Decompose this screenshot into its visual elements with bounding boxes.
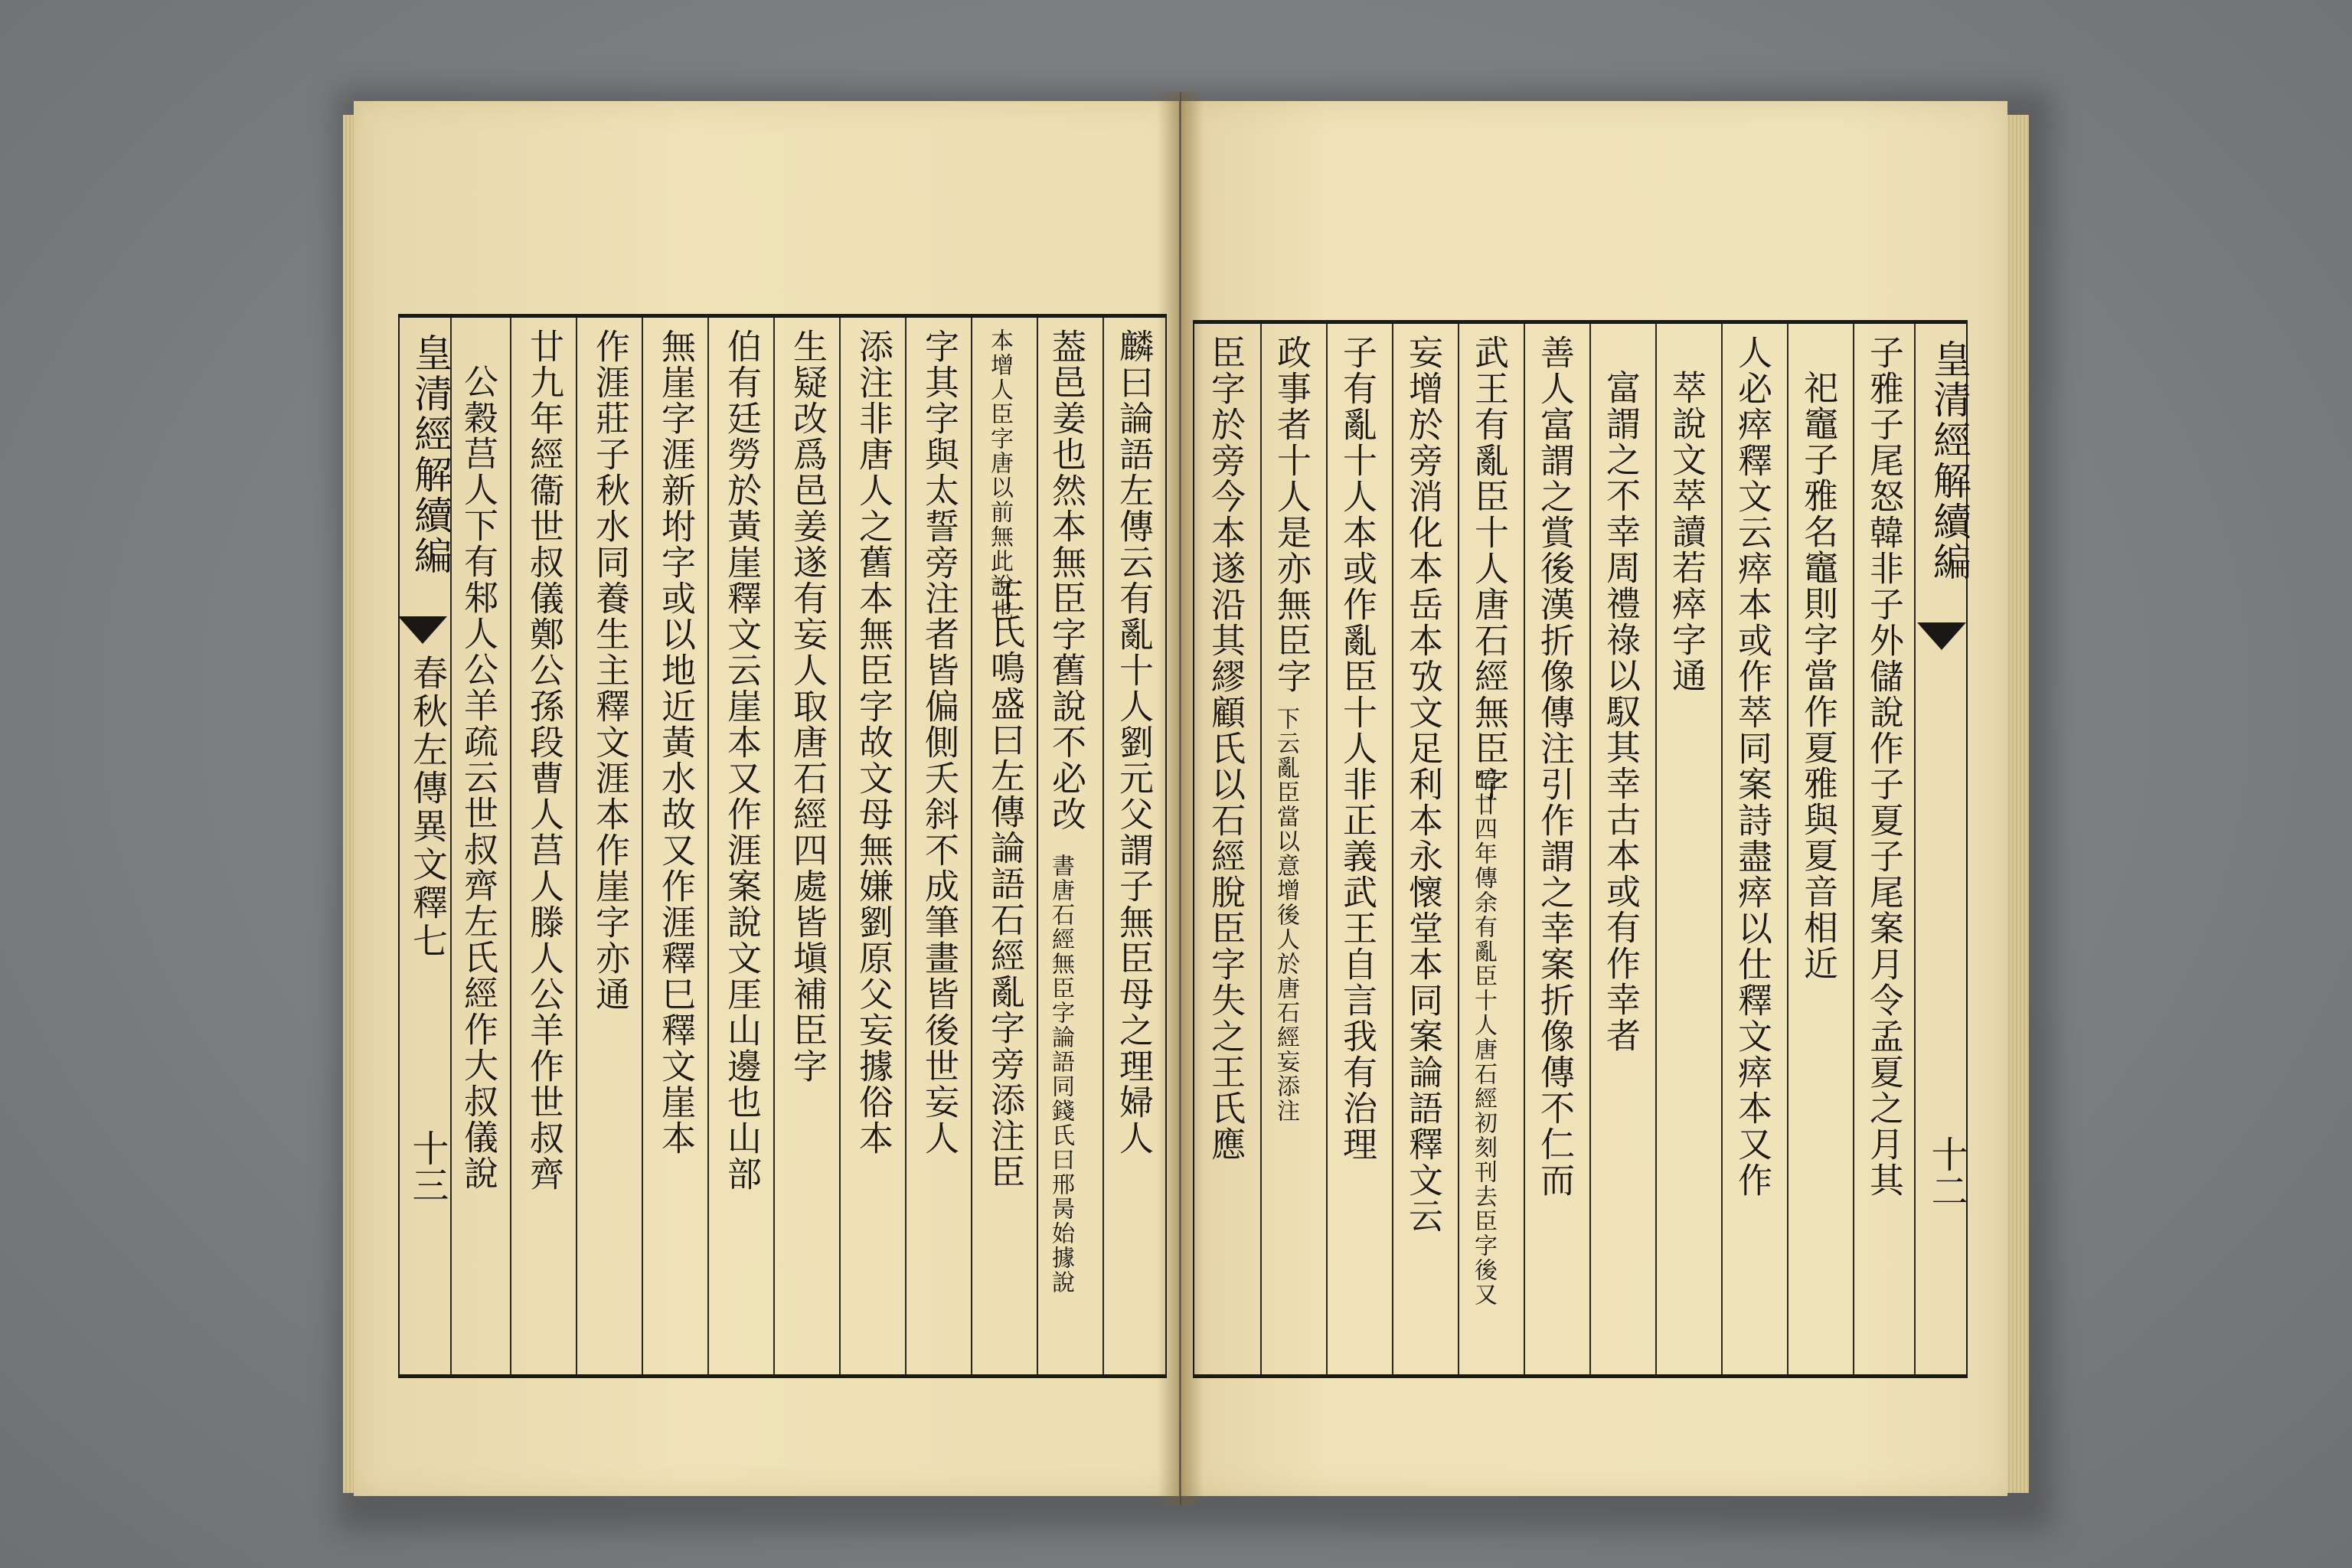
banxin-title: 皇清經解續編 (1927, 339, 1971, 583)
column-rule (773, 318, 775, 1374)
left-banxin (398, 333, 452, 1367)
text-column: 祀竈子雅名竈則字當作夏雅與夏音相近 (1798, 370, 1838, 982)
text-column: 富謂之不幸周禮祿以馭其幸古本或有作幸者 (1600, 370, 1641, 1054)
column-rule (1260, 324, 1262, 1374)
right-text-frame (1193, 320, 1971, 1378)
text-column: 萃說文萃讀若瘁字通 (1666, 370, 1707, 694)
text-column: 人必瘁釋文云瘁本或作萃同案詩盡瘁以仕釋文瘁本又作 (1732, 335, 1772, 1198)
fish-tail-mark-icon (398, 616, 447, 644)
text-column: 政事者十人是亦無臣字 (1271, 335, 1312, 694)
column-rule (1392, 324, 1393, 1374)
column-rule (510, 318, 511, 1374)
page-number: 十二 (1925, 1135, 1968, 1209)
column-rule (1787, 324, 1788, 1374)
column-rule (1326, 324, 1328, 1374)
text-column: 麟曰論語左傳云有亂十人劉元父謂子無臣母之理婦人 (1113, 328, 1154, 1156)
column-rule (707, 318, 709, 1374)
column-rule (642, 318, 643, 1374)
annotation-column: 昭廿四年傳余有亂臣十人唐石經初刻刊去臣字後又 (1470, 768, 1497, 1307)
text-column: 添注非唐人之舊本無臣字故文母無嫌劉原父妄據俗本 (853, 328, 893, 1156)
column-rule (1655, 324, 1657, 1374)
banxin-title: 皇清經解續編 (408, 333, 452, 577)
column-rule (1524, 324, 1525, 1374)
column-rule (971, 318, 972, 1374)
column-rule (1102, 318, 1104, 1374)
left-text-frame (398, 314, 1167, 1378)
text-column: 王氏鳴盛曰左傳論語石經亂字旁添注臣 (985, 578, 1025, 1190)
text-column: 子雅子尾怒韓非子外儲說作子夏子尾案月令孟夏之月其 (1864, 335, 1904, 1198)
text-column: 臣字於旁今本遂沿其繆顧氏以石經脫臣字失之王氏應 (1205, 335, 1246, 1162)
text-column: 無崖字涯新坿字或以地近黃水故又作涯釋巳釋文崖本 (655, 328, 696, 1156)
column-rule (1589, 324, 1591, 1374)
text-column: 伯有廷勞於黃崖釋文云崖本又作涯案說文厓山邊也山部 (721, 328, 762, 1192)
column-rule (839, 318, 841, 1374)
column-rule (905, 318, 906, 1374)
annotation-column: 本增人臣字唐以前無此說也 (986, 328, 1013, 622)
right-fore-edge (2006, 115, 2029, 1493)
text-column: 武王有亂臣十人唐石經無臣字 (1468, 335, 1509, 802)
column-rule (1853, 324, 1854, 1374)
text-column: 廿九年經衞世叔儀鄭公孫段曹人莒人滕人公羊作世叔齊 (524, 328, 564, 1192)
right-banxin (1917, 339, 1971, 1367)
text-column: 葢邑姜也然本無臣字舊說不必改 (1046, 328, 1086, 832)
column-rule (1914, 324, 1916, 1374)
annotation-column: 下云亂臣當以意增後人於唐石經妄添注 (1272, 707, 1299, 1123)
annotation-column: 書唐石經無臣字論語同錢氏曰邢昺始據說 (1047, 854, 1074, 1295)
text-column: 善人富謂之賞後漢折像傳注引作謂之幸案折像傳不仁而 (1534, 335, 1575, 1198)
page-number: 十三 (406, 1129, 449, 1203)
column-rule (576, 318, 577, 1374)
column-rule (1037, 318, 1038, 1374)
text-column: 公穀莒人下有邾人公羊疏云世叔齊左氏經作大叔儀說 (458, 364, 498, 1191)
text-column: 妄增於旁消化本岳本攷文足利本永懷堂本同案論語釋文云 (1403, 335, 1443, 1234)
text-column: 作涯莊子秋水同養生主釋文涯本作崖字亦通 (590, 328, 630, 1012)
column-rule (1721, 324, 1723, 1374)
text-column: 子有亂十人本或作亂臣十人非正義武王自言我有治理 (1337, 335, 1377, 1162)
fish-tail-mark-icon (1917, 622, 1966, 650)
text-column: 生疑改爲邑姜遂有妄人取唐石經四處皆塡補臣字 (787, 328, 828, 1084)
column-rule (1458, 324, 1459, 1374)
text-column: 字其字與太誓旁注者皆偏側夭斜不成筆畫皆後世妄人 (919, 328, 959, 1156)
banxin-subtitle: 春秋左傳異文釋七 (407, 655, 449, 961)
